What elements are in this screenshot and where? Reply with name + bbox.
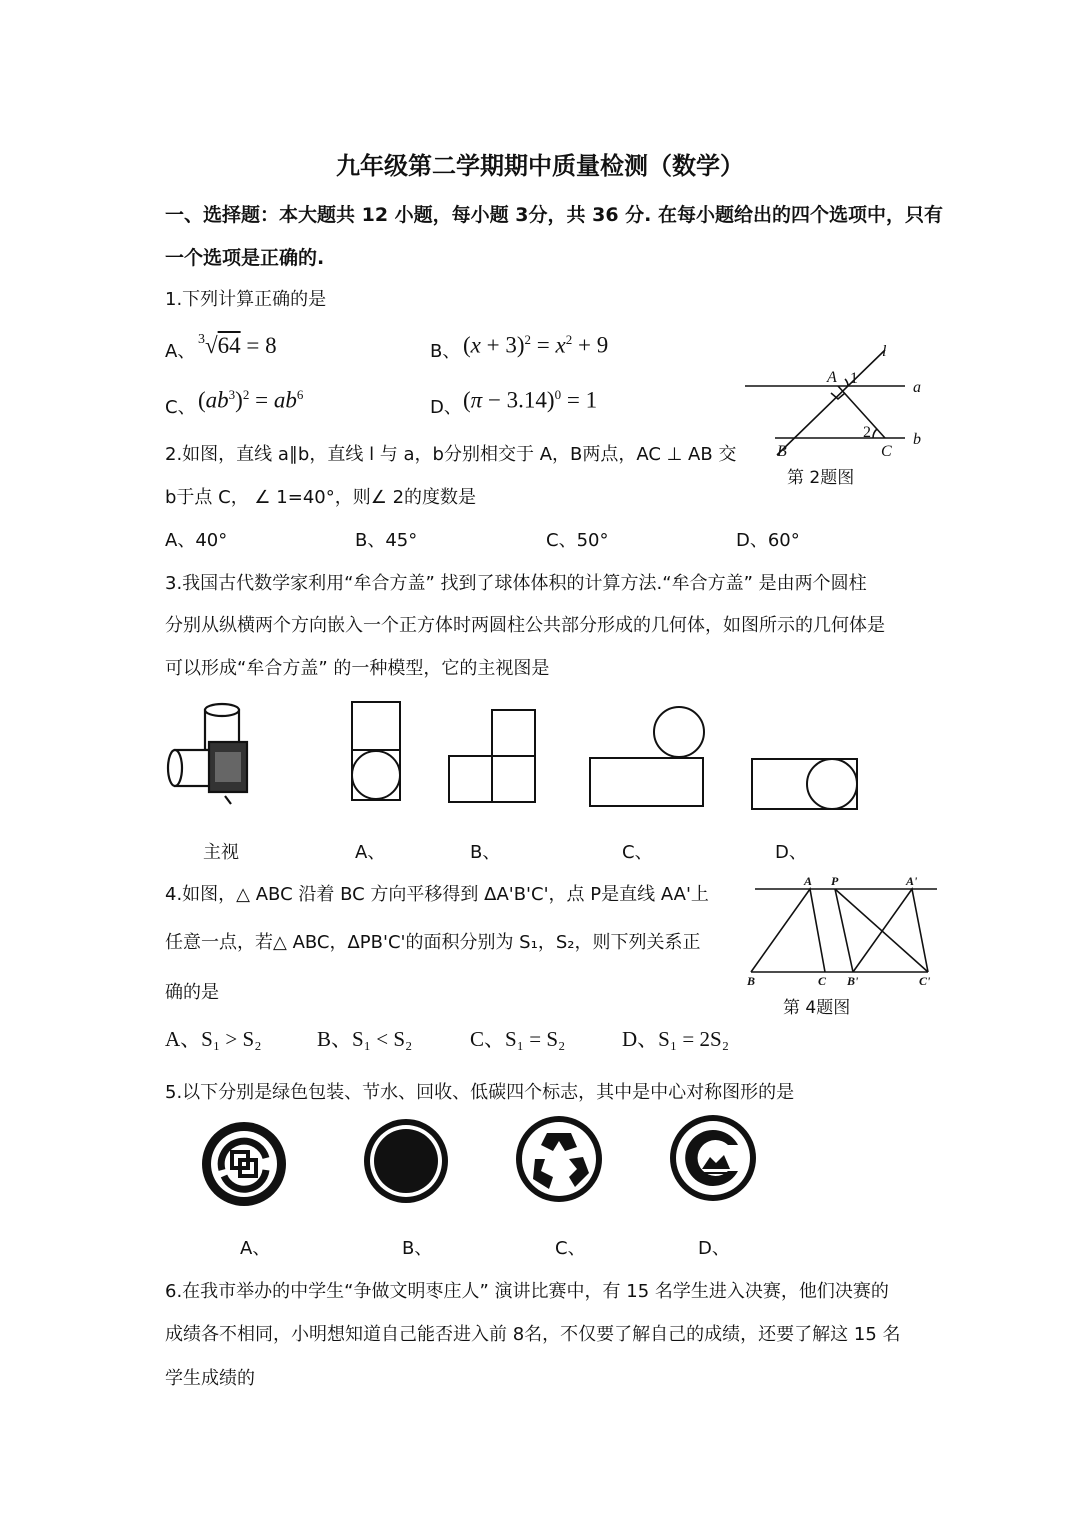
triangle-A'B'C' bbox=[853, 889, 928, 972]
q4-label-P: P bbox=[831, 874, 839, 888]
label-a: a bbox=[913, 379, 921, 396]
q4-label-C: C bbox=[818, 974, 827, 988]
q4-option-c: C、S₁ = S₂ bbox=[470, 1027, 566, 1051]
q3-option-a-figure bbox=[350, 700, 402, 802]
q5-caption-c: C、 bbox=[555, 1238, 586, 1259]
q1-option-d: $(\pi - 3.14)^0 = 1$ bbox=[463, 387, 598, 413]
q1-label-d: D、 bbox=[430, 397, 462, 418]
triangle-ABC bbox=[751, 889, 825, 972]
q4-label-A: A bbox=[804, 874, 813, 888]
q5-logo-a bbox=[198, 1118, 290, 1210]
q4-option-b: B、S₁ < S₂ bbox=[317, 1027, 413, 1051]
label-l: l bbox=[882, 343, 887, 360]
q4-label-A-prime: A' bbox=[906, 874, 918, 888]
q6-line3: 学生成绩的 bbox=[165, 1368, 255, 1389]
q1-option-b: $(x + 3)^2 = x^2 + 9$ bbox=[463, 332, 609, 358]
section-header-line2: 一个选项是正确的. bbox=[165, 247, 325, 269]
q3-option-d-figure bbox=[750, 756, 860, 812]
q3-caption-d: D、 bbox=[775, 842, 807, 863]
q3-line1: 3.我国古代数学家利用“牟合方盖” 找到了球体体积的计算方法.“牟合方盖” 是由两个圆柱 bbox=[165, 573, 867, 594]
q5-logo-d bbox=[668, 1113, 758, 1203]
q4-line3: 确的是 bbox=[165, 982, 219, 1003]
q4-label-B-prime: B' bbox=[847, 974, 859, 988]
q1-label-a: A、 bbox=[165, 341, 196, 362]
q4-option-d: D、S₁ = 2S₂ bbox=[622, 1027, 730, 1051]
q1-label-b: B、 bbox=[430, 341, 461, 362]
q3-caption-a: A、 bbox=[355, 842, 386, 863]
q4-label-C-prime: C' bbox=[919, 974, 931, 988]
q5-logo-b bbox=[361, 1116, 451, 1206]
q1-option-a: $^3$√64 = 8 bbox=[198, 332, 277, 358]
line-PB' bbox=[835, 889, 853, 972]
q3-caption-main: 主视 bbox=[203, 842, 239, 863]
q2-option-b: B、45° bbox=[355, 530, 418, 551]
q3-option-c-figure bbox=[588, 704, 706, 808]
q6-line2: 成绩各不相同，小明想知道自己能否进入前 8名，不仅要了解自己的成绩，还要了解这 15 名 bbox=[165, 1324, 901, 1345]
q5-caption-a: A、 bbox=[240, 1238, 271, 1259]
q5-caption-b: B、 bbox=[402, 1238, 433, 1259]
q4-option-a: A、S₁ > S₂ bbox=[165, 1027, 262, 1051]
q1-option-c: $(ab^3)^2 = ab^6$ bbox=[198, 387, 304, 413]
q3-caption-b: B、 bbox=[470, 842, 501, 863]
q2-option-d: D、60° bbox=[736, 530, 800, 551]
q5-stem: 5.以下分别是绿色包装、节水、回收、低碳四个标志，其中是中心对称图形的是 bbox=[165, 1082, 795, 1103]
angle-2-arc bbox=[873, 429, 877, 438]
q3-solid-figure bbox=[165, 700, 255, 812]
label-C: C bbox=[881, 443, 892, 460]
q2-line1: 2.如图，直线 a∥b，直线 l 与 a，b分别相交于 A，B两点，AC ⊥ AB 交 bbox=[165, 444, 737, 465]
q1-stem: 1.下列计算正确的是 bbox=[165, 289, 327, 310]
q3-line2: 分别从纵横两个方向嵌入一个正方体时两圆柱公共部分形成的几何体，如图所示的几何体是 bbox=[165, 615, 885, 636]
label-b: b bbox=[913, 431, 921, 448]
q3-option-b-figure bbox=[447, 708, 537, 804]
q6-line1: 6.在我市举办的中学生“争做文明枣庄人” 演讲比赛中，有 15 名学生进入决赛，他们决赛的 bbox=[165, 1281, 889, 1302]
q4-figure-caption: 第 4题图 bbox=[783, 998, 851, 1018]
label-2: 2 bbox=[863, 424, 871, 441]
q2-figure-caption: 第 2题图 bbox=[787, 468, 855, 488]
q5-caption-d: D、 bbox=[698, 1238, 730, 1259]
angle-1-arc bbox=[845, 379, 848, 386]
q3-line3: 可以形成“牟合方盖” 的一种模型，它的主视图是 bbox=[165, 658, 550, 679]
q2-option-c: C、50° bbox=[546, 530, 609, 551]
q1-label-c: C、 bbox=[165, 397, 196, 418]
section-header-line1: 一、选择题：本大题共 12 小题，每小题 3分，共 36 分. 在每小题给出的四个选项中，只有 bbox=[165, 204, 944, 226]
label-A: A bbox=[827, 369, 837, 386]
q4-line2: 任意一点，若△ ABC，ΔPB'C'的面积分别为 S₁，S₂，则下列关系正 bbox=[165, 932, 701, 953]
q4-label-B: B bbox=[747, 974, 756, 988]
q4-figure bbox=[745, 872, 940, 997]
page-title: 九年级第二学期期中质量检测（数学） bbox=[336, 152, 744, 180]
q2-line2: b于点 C， ∠ 1=40°，则∠ 2的度数是 bbox=[165, 487, 477, 508]
q2-option-a: A、40° bbox=[165, 530, 228, 551]
q4-line1: 4.如图，△ ABC 沿着 BC 方向平移得到 ΔA'B'C'，点 P是直线 AA'上 bbox=[165, 884, 709, 905]
q3-caption-c: C、 bbox=[622, 842, 653, 863]
label-B: B bbox=[777, 443, 787, 460]
label-1: 1 bbox=[850, 370, 858, 387]
q5-logo-c bbox=[513, 1113, 605, 1205]
